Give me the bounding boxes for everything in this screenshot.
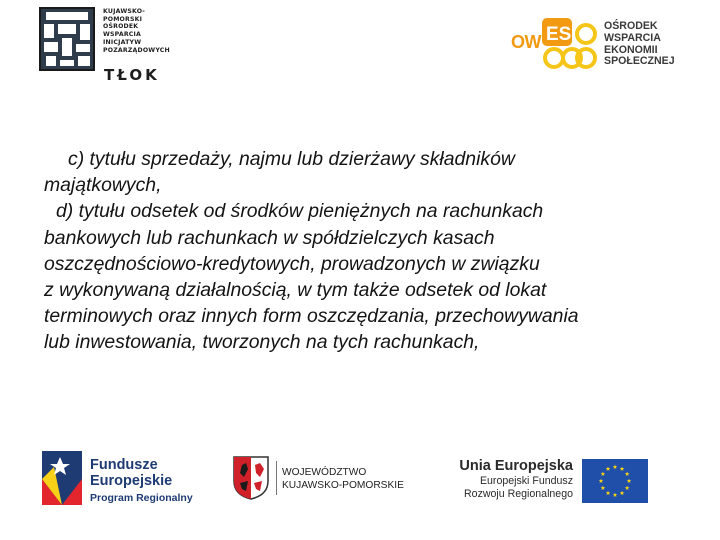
tlok-line: POZARZĄDOWYCH [103,46,170,54]
fundusze-line2: Europejskie [90,473,173,489]
tlok-text [103,8,170,54]
text-line: terminowych oraz innych form oszczędzania, przechowywania [44,305,579,328]
unia-line2: Europejski Fundusz [479,475,573,487]
text-line: d) tytułu odsetek od środków pieniężnych na rachunkach [56,200,544,223]
tlok-line: WSPARCIA [103,31,142,39]
wojewodztwo-line2: KUJAWSKO-POMORSKIE [282,480,404,491]
owes-mark-text: ES [546,24,572,45]
owes-prefix: OW [511,32,541,52]
text-line: z wykonywaną działalnością, w tym także odsetek od lokat [44,279,547,302]
owes-logo [508,18,708,78]
text-line: bankowych lub rachunkach w spółdzielczych kasach [44,226,495,249]
text-line: majątkowych, [44,174,162,197]
owes-line: WSPARCIA [604,31,661,44]
unia-europejska-logo [448,455,653,505]
unia-text [448,457,573,501]
owes-line: EKONOMII [604,43,658,56]
text-line: lub inwestowania, tworzonych na tych rachunkach, [44,331,480,354]
owes-line: SPOŁECZNEJ [604,55,675,68]
fundusze-europejskie-logo [40,449,210,507]
coat-of-arms-icon [232,455,270,501]
fundusze-star-icon [40,449,84,507]
unia-line1: Unia Europejska [459,458,573,474]
fundusze-text [90,457,193,507]
tlok-logo [38,6,188,88]
eu-flag-icon [582,459,648,503]
tlok-name: TŁOK [104,66,160,84]
tlok-line: POMORSKI [103,15,143,23]
wojewodztwo-text [282,466,404,492]
tlok-line: OŚRODEK [103,23,139,31]
owes-line: OŚRODEK [604,20,658,32]
fundusze-line1: Fundusze [90,457,158,473]
owes-text [604,21,675,68]
unia-line3: Rozwoju Regionalnego [464,488,573,500]
tlok-line: INICJATYW [103,38,142,46]
tlok-building-icon [38,6,96,72]
wojewodztwo-logo [232,455,422,501]
text-line: oszczędnościowo-kredytowych, prowadzonych w związku [44,252,540,275]
tlok-line: KUJAWSKO- [103,8,146,15]
text-line: c) tytułu sprzedaży, najmu lub dzierżawy składników [68,148,515,170]
wojewodztwo-line1: WOJEWÓDZTWO [282,467,367,478]
body-text [44,146,704,356]
fundusze-line3: Program Regionalny [90,492,193,504]
divider [276,461,277,495]
